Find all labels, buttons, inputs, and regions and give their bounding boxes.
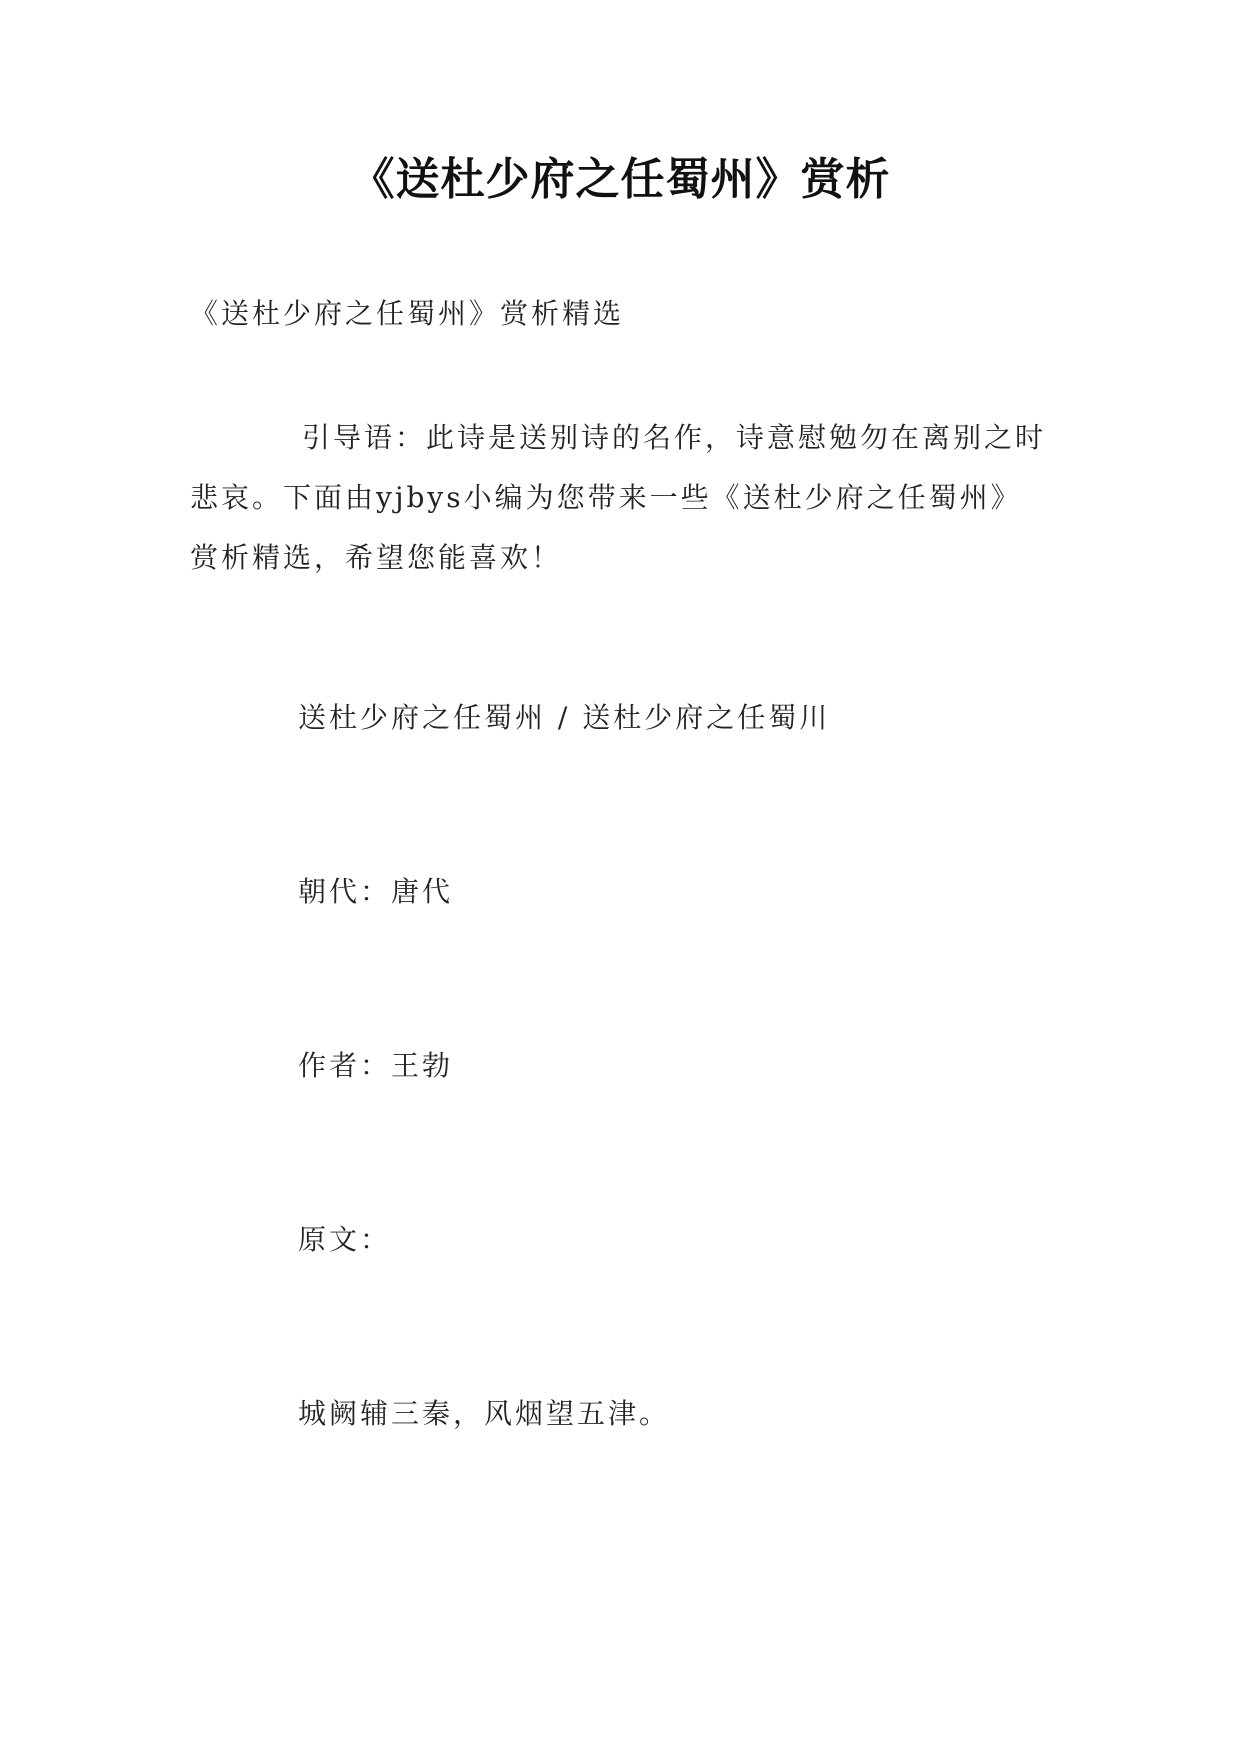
document-title: 《送杜少府之任蜀州》赏析 [350, 154, 891, 205]
verse-line-1: 城阙辅三秦，风烟望五津。 [298, 1397, 671, 1430]
original-label: 原文： [298, 1223, 392, 1256]
author-line: 作者：王勃 [298, 1049, 454, 1082]
poem-title: 送杜少府之任蜀州 / 送杜少府之任蜀川 [298, 701, 831, 734]
document-subtitle: 《送杜少府之任蜀州》赏析精选 [190, 297, 625, 330]
intro-paragraph: 引导语：此诗是送别诗的名作，诗意慰勉勿在离别之时悲哀。下面由yjbys小编为您带来一些《送杜少府之任蜀州》赏析精选，希望您能喜欢！ [190, 421, 1047, 574]
dynasty-line: 朝代：唐代 [298, 875, 454, 908]
